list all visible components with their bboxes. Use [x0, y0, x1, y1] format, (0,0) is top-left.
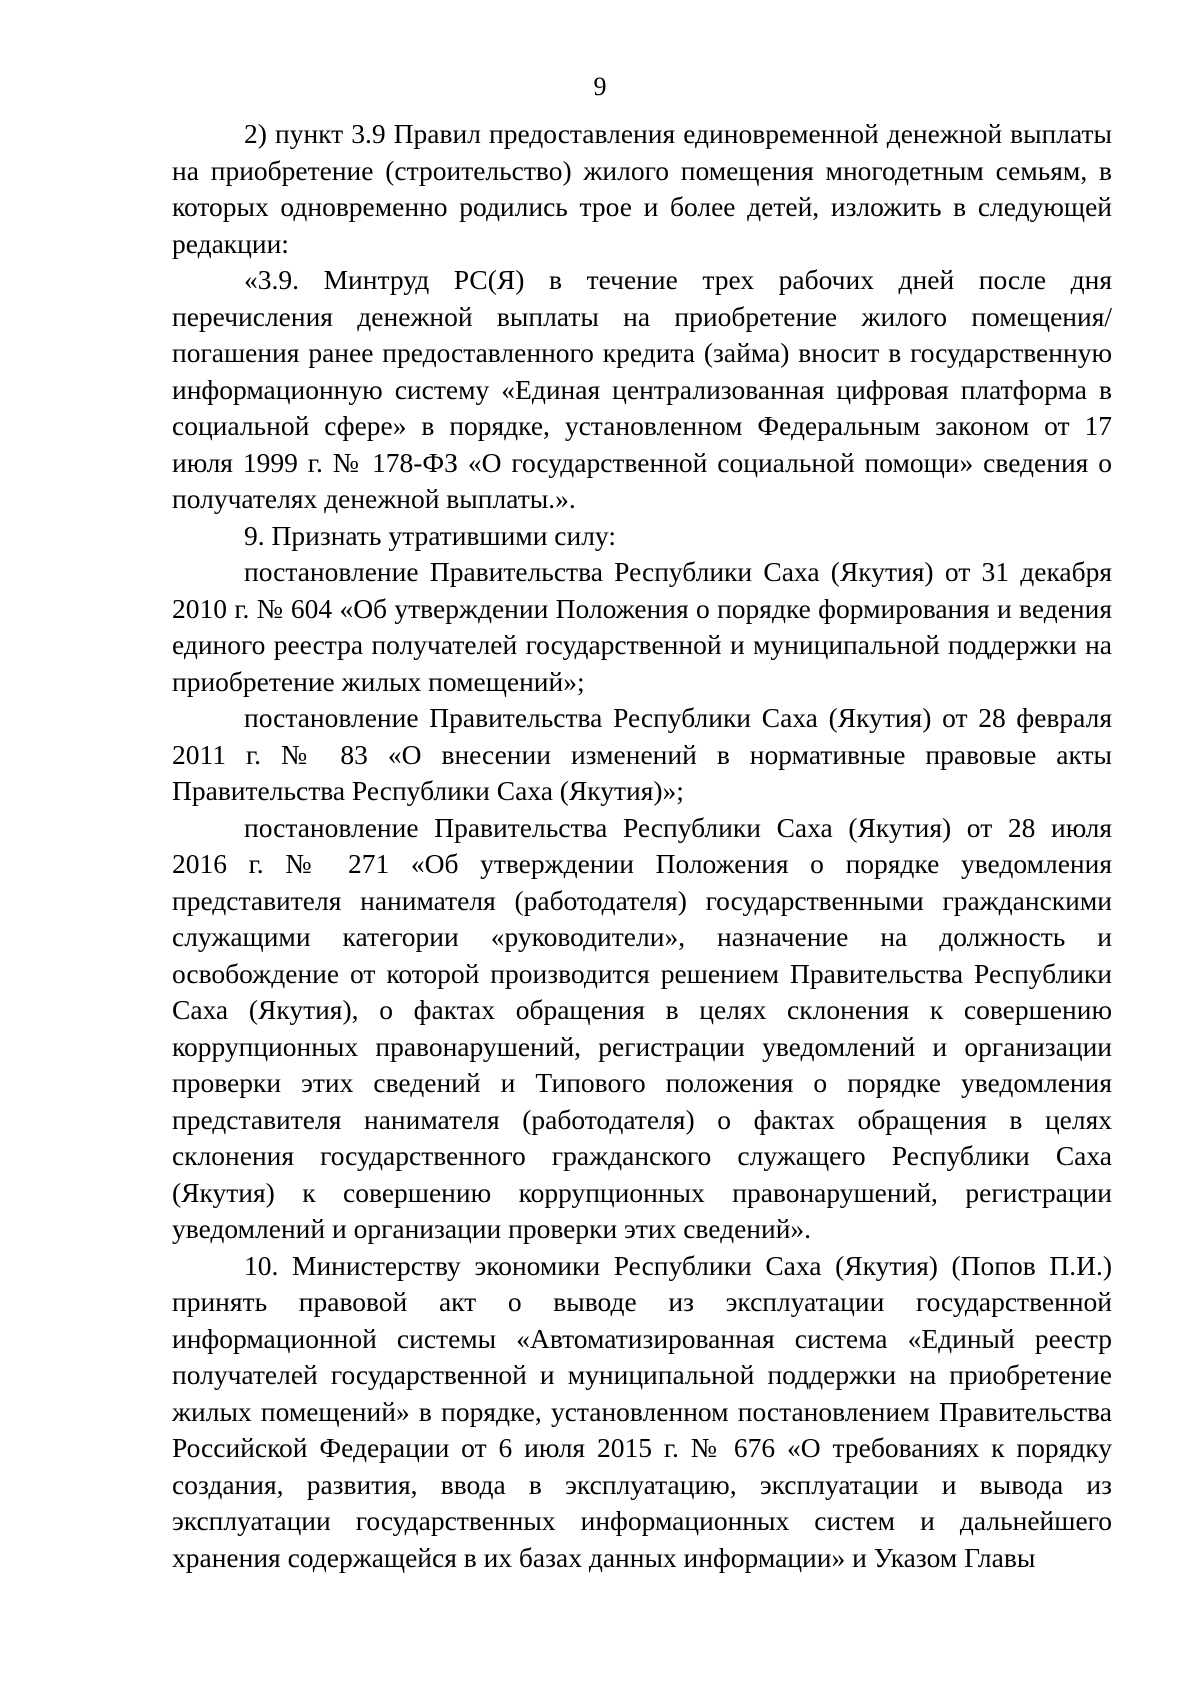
page-number: 9 — [593, 72, 607, 101]
document-body — [172, 116, 1112, 1576]
paragraph-item-2-amendment: 2) пункт 3.9 Правил предоставления единовременной денежной выплаты на приобретение (строительство) жилого помещения многодетным семьям, в которых одновременно родились трое и более детей, изложить в следующей редакции: — [172, 118, 1112, 259]
paragraph-repealed-decree-271: постановление Правительства Республики Саха (Якутия) от 28 июля 2016 г. № 271 «Об утверждении Положения о порядке уведомления представителя нанимателя (работодателя) государственными гражданскими служащими категории «руководители», назначение на должность и освобождение от которой производится решением Правительства Республики Саха (Якутия), о фактах обращения в целях склонения к совершению коррупционных правонарушений, регистрации уведомлений и организации проверки этих сведений и Типового положения о порядке уведомления представителя нанимателя (работодателя) о фактах обращения в целях склонения государственного гражданского служащего Республики Саха (Якутия) к совершению коррупционных правонарушений, регистрации уведомлений и организации проверки этих сведений». — [172, 811, 1112, 1244]
paragraph-repealed-decree-83: постановление Правительства Республики Саха (Якутия) от 28 февраля 2011 г. № 83 «О внесении изменений в нормативные правовые акты Правительства Республики Саха (Якутия)»; — [172, 702, 1112, 806]
paragraph-item-9-heading: 9. Признать утратившими силу: — [244, 519, 616, 551]
paragraph-repealed-decree-604: постановление Правительства Республики Саха (Якутия) от 31 декабря 2010 г. № 604 «Об утверждении Положения о порядке формирования и ведения единого реестра получателей государственной и муниципальной поддержки на приобретение жилых помещений»; — [172, 556, 1112, 697]
paragraph-item-10: 10. Министерству экономики Республики Саха (Якутия) (Попов П.И.) принять правовой акт о выводе из эксплуатации государственной информационной системы «Автоматизированная система «Единый реестр получателей государственной и муниципальной поддержки на приобретение жилых помещений» в порядке, установленном постановлением Правительства Российской Федерации от 6 июля 2015 г. № 676 «О требованиях к порядку создания, развития, ввода в эксплуатацию, эксплуатации и вывода из эксплуатации государственных информационных систем и дальнейшего хранения содержащейся в их базах данных информации» и Указом Главы — [172, 1249, 1112, 1573]
paragraph-new-clause-3-9: «3.9. Минтруд РС(Я) в течение трех рабочих дней после дня перечисления денежной выплаты на приобретение жилого помещения/погашения ранее предоставленного кредита (займа) вносит в государственную информационную систему «Единая централизованная цифровая платформа в социальной сфере» в порядке, установленном Федеральным законом от 17 июля 1999 г. № 178-ФЗ «О государственной социальной помощи» сведения о получателях денежной выплаты.». — [172, 264, 1112, 514]
